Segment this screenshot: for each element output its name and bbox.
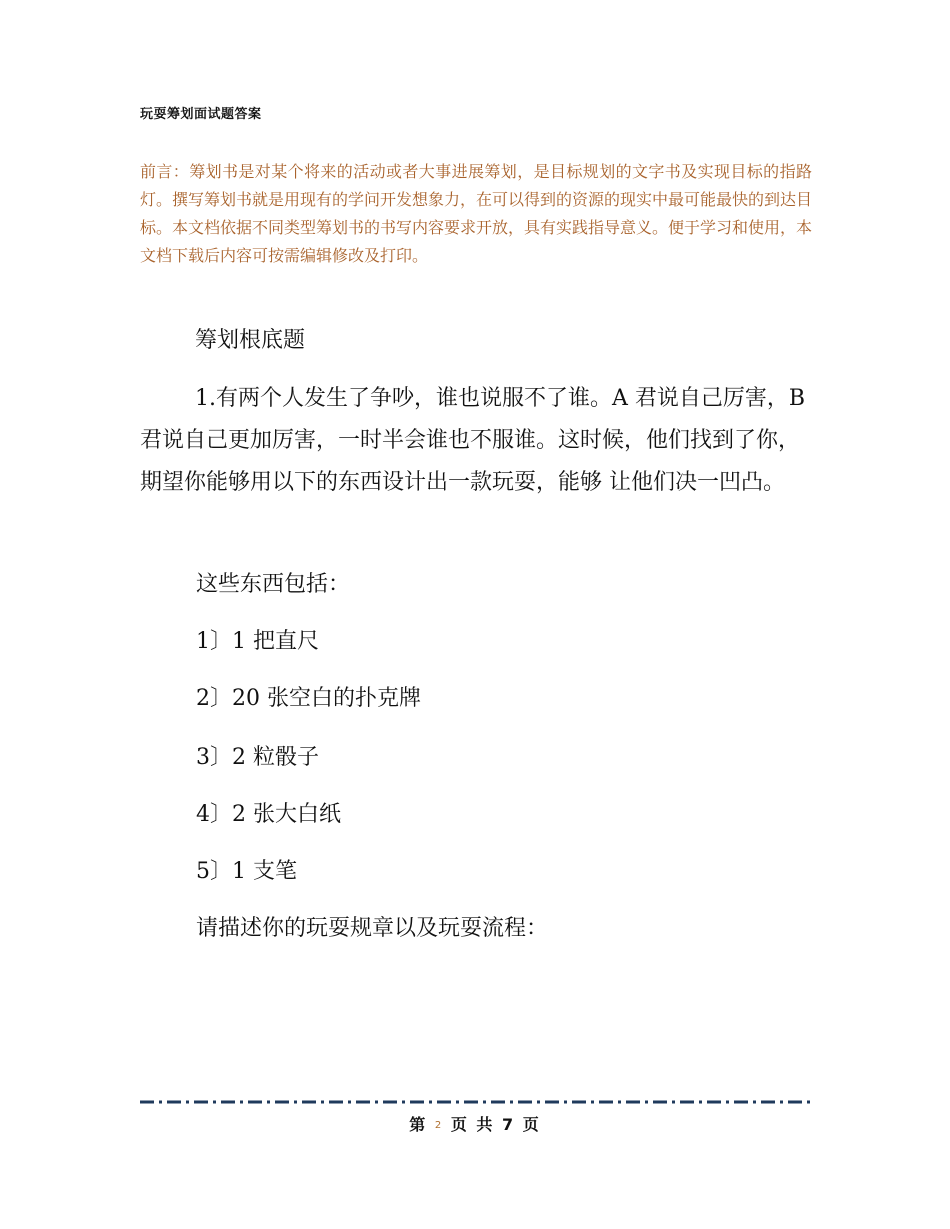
rules-prompt: 请描述你的玩耍规章以及玩耍流程： [196, 916, 549, 941]
question-paragraph: 1.有两个人发生了争吵，谁也说服不了谁。A 君说自己厉害，B 君说自己更加厉害，一时半会谁也不服谁。这时候，他们找到了你，期望你能够用以下的东西设计出一款玩耍，能够 让他们决一凹凸。 [140, 386, 806, 495]
list-item: 1〕1 把直尺 [196, 629, 319, 654]
list-item: 3〕2 粒骰子 [196, 745, 319, 770]
list-item: 4〕2 张大白纸 [196, 802, 341, 827]
document-header-title: 玩耍筹划面试题答案 [140, 107, 262, 122]
current-page-number: 2 [434, 1120, 444, 1131]
preface-paragraph: 前言：筹划书是对某个将来的活动或者大事进展筹划，是目标规划的文字书及实现目标的指路灯。撰写筹划书就是用现有的学问开发想象力，在可以得到的资源的现实中最可能最快的到达目标。本文档依据不同类型筹划书的书写内容要求开放，具有实践指导意义。便于学习和使用，本文档下载后内容可按需编辑修改及打印。 [140, 162, 813, 265]
footer-suffix: 页 [522, 1115, 541, 1134]
footer-middle: 页 共 [450, 1115, 495, 1134]
list-item: 5〕1 支笔 [196, 859, 297, 884]
total-page-number: 7 [501, 1115, 516, 1134]
footer-dash-dot-rule [140, 1100, 812, 1104]
list-item: 2〕20 张空白的扑克牌 [196, 686, 421, 711]
items-intro: 这些东西包括： [196, 572, 351, 597]
section-heading: 筹划根底题 [195, 328, 306, 353]
footer-prefix: 第 [409, 1115, 428, 1134]
page-number-footer [0, 1112, 950, 1135]
